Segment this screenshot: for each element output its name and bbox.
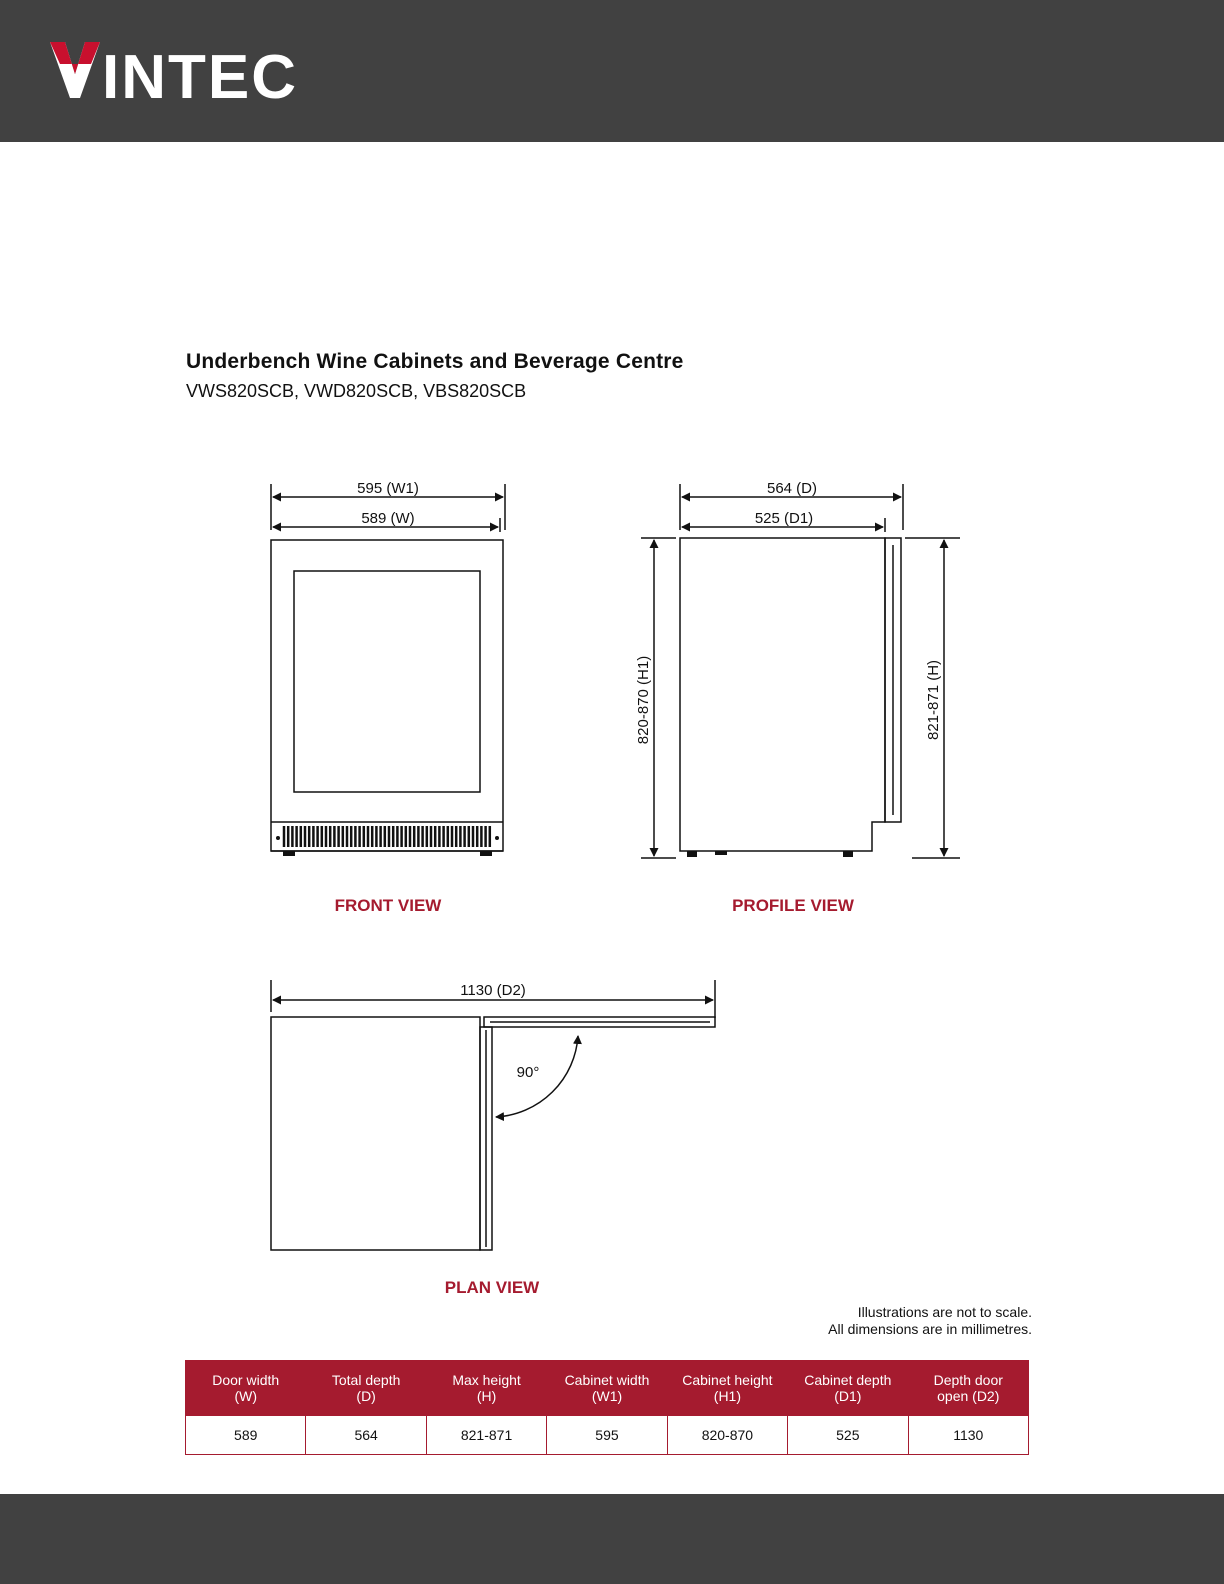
value-max-height: 821-871	[426, 1416, 546, 1455]
svg-text:INTEC: INTEC	[102, 43, 298, 106]
profile-view-feet	[687, 851, 853, 857]
value-total-depth: 564	[306, 1416, 426, 1455]
table-header-row	[186, 1361, 1029, 1416]
profile-view-drawing	[641, 484, 960, 858]
value-cabinet-depth: 525	[788, 1416, 908, 1455]
plan-view-drawing	[271, 980, 715, 1250]
header-door-width: Door width (W)	[186, 1361, 306, 1416]
profile-view-caption: PROFILE VIEW	[732, 896, 854, 915]
value-cabinet-height: 820-870	[667, 1416, 787, 1455]
document-title: Underbench Wine Cabinets and Beverage Centre	[186, 350, 684, 373]
front-view-vent-grille	[284, 826, 490, 847]
scale-note	[828, 1304, 1032, 1338]
value-depth-door-open: 1130	[908, 1416, 1028, 1455]
header-depth-door-open: Depth door open (D2)	[908, 1361, 1028, 1416]
front-view-caption: FRONT VIEW	[334, 896, 442, 915]
scale-note-line1: Illustrations are not to scale.	[857, 1304, 1032, 1320]
model-numbers: VWS820SCB, VWD820SCB, VBS820SCB	[186, 381, 527, 401]
profile-dim-h1: 820-870 (H1)	[635, 655, 652, 745]
header-total-depth: Total depth (D)	[306, 1361, 426, 1416]
header-max-height: Max height (H)	[426, 1361, 546, 1416]
profile-dim-d: 564 (D)	[766, 480, 818, 497]
plan-dim-d2: 1130 (D2)	[460, 982, 526, 999]
value-door-width: 589	[186, 1416, 306, 1455]
table-row	[186, 1416, 1029, 1455]
value-cabinet-width: 595	[547, 1416, 667, 1455]
front-view-drawing	[271, 484, 505, 851]
header-cabinet-height: Cabinet height (H1)	[667, 1361, 787, 1416]
front-dim-w: 589 (W)	[361, 510, 415, 527]
profile-dim-d1: 525 (D1)	[754, 510, 814, 527]
scale-note-line2: All dimensions are in millimetres.	[828, 1321, 1032, 1337]
plan-angle: 90°	[516, 1064, 540, 1081]
specification-table	[185, 1360, 1029, 1455]
profile-dim-h: 821-871 (H)	[925, 659, 942, 741]
plan-view-caption: PLAN VIEW	[444, 1278, 540, 1297]
header-cabinet-width: Cabinet width (W1)	[547, 1361, 667, 1416]
front-dim-w1: 595 (W1)	[357, 480, 419, 497]
header-cabinet-depth: Cabinet depth (D1)	[788, 1361, 908, 1416]
footer-bar	[0, 1494, 1224, 1584]
